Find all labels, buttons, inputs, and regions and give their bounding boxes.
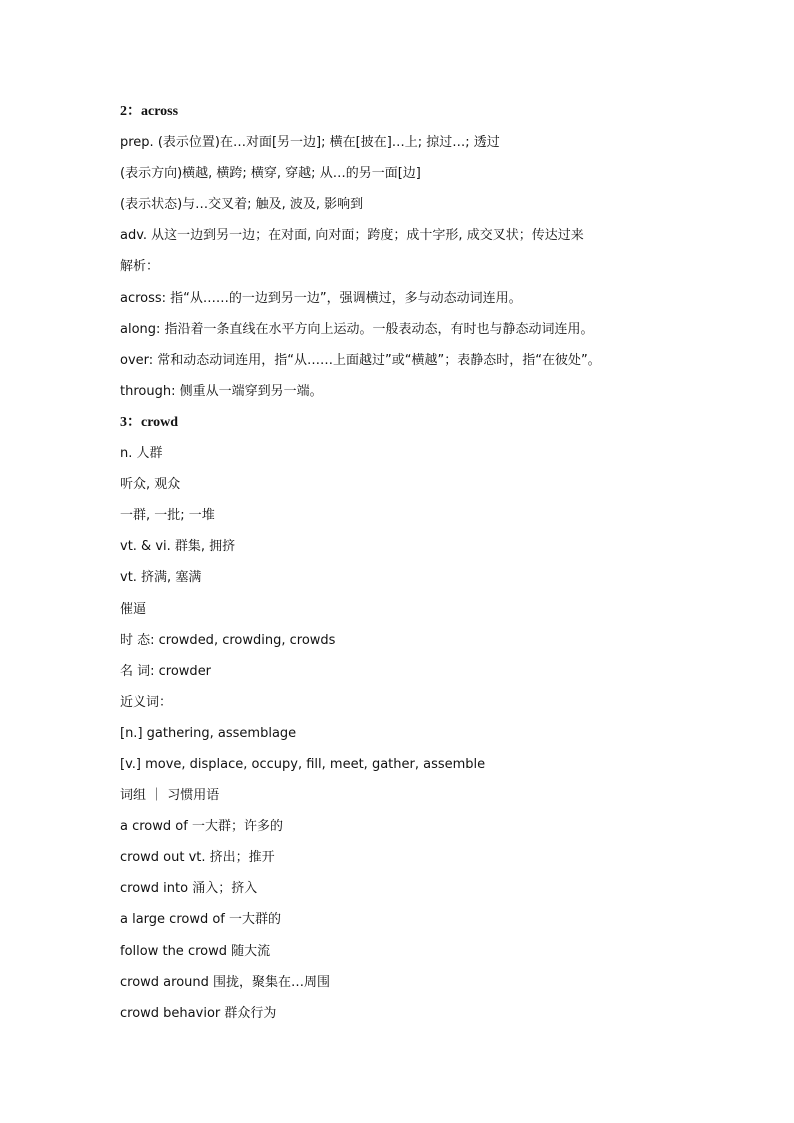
phrase-crowd-around: crowd around 围拢，聚集在…周围 xyxy=(120,974,331,990)
analysis-through: through: 侧重从一端穿到另一端。 xyxy=(120,383,323,399)
across-prep-definition: prep. (表示位置)在…对面[另一边]; 横在[披在]…上; 掠过…; 透过 xyxy=(120,135,500,151)
analysis-along: along: 指沿着一条直线在水平方向上运动。一般表动态，有时也与静态动词连用。 xyxy=(120,321,594,337)
synonyms-label: 近义词： xyxy=(120,694,173,710)
crowd-verb-definition: vt. & vi. 群集, 拥挤 xyxy=(120,539,236,555)
document-page xyxy=(120,101,760,1034)
crowd-audience-definition: 听众, 观众 xyxy=(120,477,181,493)
phrase-a-large-crowd-of: a large crowd of 一大群的 xyxy=(120,912,282,928)
crowd-noun-definition: n. 人群 xyxy=(120,446,163,462)
across-state-definition: (表示状态)与…交叉着; 触及, 波及, 影响到 xyxy=(120,197,364,213)
analysis-label: 解析： xyxy=(120,259,160,275)
synonyms-noun: [n.] gathering, assemblage xyxy=(120,725,297,741)
across-adv-definition: adv. 从这一边到另一边；在对面, 向对面；跨度；成十字形, 成交叉状；传达过来 xyxy=(120,228,584,244)
analysis-over: over: 常和动态动词连用，指“从……上面越过”或“横越”；表静态时，指“在彼处”。 xyxy=(120,352,601,368)
phrase-crowd-into: crowd into 涌入；挤入 xyxy=(120,881,258,897)
crowd-urge-definition: 催逼 xyxy=(120,601,147,617)
crowd-tenses: 时 态: crowded, crowding, crowds xyxy=(120,632,336,648)
across-direction-definition: (表示方向)横越, 横跨; 横穿, 穿越; 从…的另一面[边] xyxy=(120,166,421,182)
phrases-label: 词组 ｜ 习惯用语 xyxy=(120,788,220,804)
section-heading-across: 2：across xyxy=(120,104,179,119)
phrase-crowd-out: crowd out vt. 挤出；推开 xyxy=(120,850,275,866)
crowd-group-definition: 一群, 一批; 一堆 xyxy=(120,508,215,524)
section-heading-crowd: 3：crowd xyxy=(120,414,179,430)
crowd-vt-definition: vt. 挤满, 塞满 xyxy=(120,570,202,586)
synonyms-verb: [v.] move, displace, occupy, fill, meet, gather, assemble xyxy=(120,756,486,772)
crowd-noun-form: 名 词: crowder xyxy=(120,663,212,679)
phrase-follow-the-crowd: follow the crowd 随大流 xyxy=(120,943,271,959)
analysis-across: across: 指“从……的一边到另一边”，强调横过，多与动态动词连用。 xyxy=(120,290,522,306)
phrase-a-crowd-of: a crowd of 一大群；许多的 xyxy=(120,819,283,835)
phrase-crowd-behavior: crowd behavior 群众行为 xyxy=(120,1005,277,1021)
